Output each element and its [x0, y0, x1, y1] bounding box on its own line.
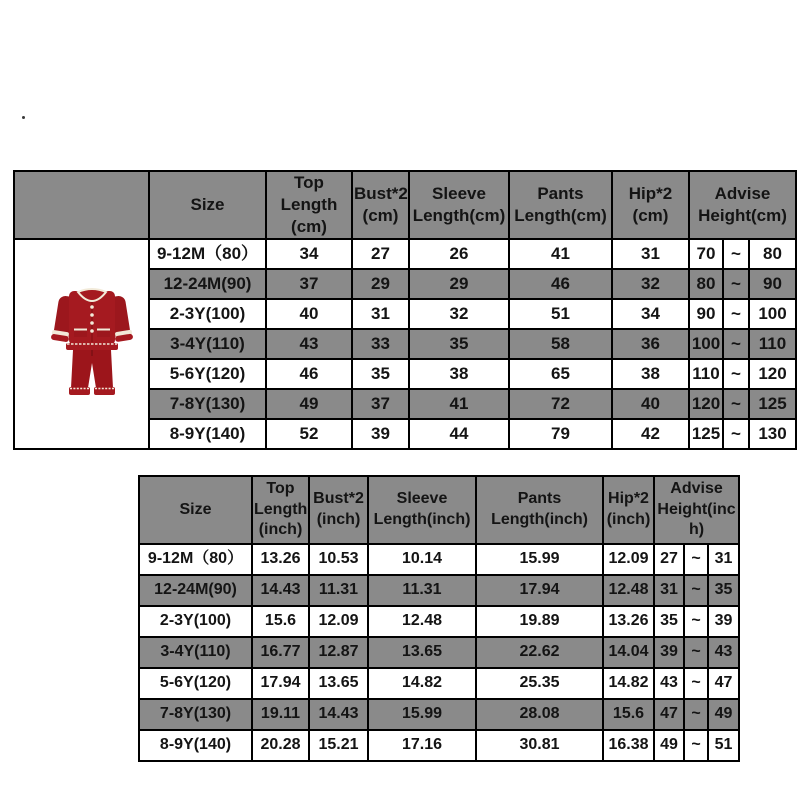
value-cell: 72	[509, 389, 612, 419]
tilde-cell: ~	[723, 389, 749, 419]
value-cell: 12.09	[309, 606, 368, 637]
value-cell: 20.28	[252, 730, 309, 761]
value-cell: 19.11	[252, 699, 309, 730]
size-cell: 3-4Y(110)	[139, 637, 252, 668]
value-cell: 26	[409, 239, 509, 269]
value-cell: 33	[352, 329, 409, 359]
value-cell: 11.31	[309, 575, 368, 606]
image-column-header	[14, 171, 149, 239]
value-cell: 40	[266, 299, 352, 329]
size-cell: 5-6Y(120)	[149, 359, 266, 389]
header-row	[14, 171, 796, 239]
col-header-sleeve: Sleeve Length(inch)	[368, 476, 476, 544]
height-max-cell: 90	[749, 269, 796, 299]
value-cell: 16.38	[603, 730, 654, 761]
value-cell: 28.08	[476, 699, 603, 730]
value-cell: 12.09	[603, 544, 654, 575]
value-cell: 44	[409, 419, 509, 449]
value-cell: 31	[352, 299, 409, 329]
tilde-cell: ~	[684, 637, 708, 668]
size-cell: 8-9Y(140)	[139, 730, 252, 761]
value-cell: 37	[266, 269, 352, 299]
value-cell: 16.77	[252, 637, 309, 668]
height-max-cell: 39	[708, 606, 739, 637]
size-cell: 7-8Y(130)	[139, 699, 252, 730]
stray-mark	[22, 116, 25, 119]
col-header-top-length: Top Length (inch)	[252, 476, 309, 544]
col-header-pants: Pants Length(cm)	[509, 171, 612, 239]
height-min-cell: 125	[689, 419, 723, 449]
tilde-cell: ~	[723, 269, 749, 299]
height-min-cell: 120	[689, 389, 723, 419]
value-cell: 35	[409, 329, 509, 359]
col-header-hip: Hip*2 (cm)	[612, 171, 689, 239]
value-cell: 12.87	[309, 637, 368, 668]
value-cell: 42	[612, 419, 689, 449]
col-header-top-length: Top Length (cm)	[266, 171, 352, 239]
value-cell: 41	[509, 239, 612, 269]
tilde-cell: ~	[723, 239, 749, 269]
height-min-cell: 27	[654, 544, 684, 575]
height-min-cell: 35	[654, 606, 684, 637]
table-row	[139, 699, 739, 730]
value-cell: 13.65	[368, 637, 476, 668]
value-cell: 11.31	[368, 575, 476, 606]
height-min-cell: 49	[654, 730, 684, 761]
value-cell: 13.26	[252, 544, 309, 575]
pajama-product-image	[42, 284, 142, 408]
value-cell: 13.26	[603, 606, 654, 637]
value-cell: 35	[352, 359, 409, 389]
col-header-size: Size	[149, 171, 266, 239]
size-cell: 7-8Y(130)	[149, 389, 266, 419]
height-max-cell: 35	[708, 575, 739, 606]
value-cell: 34	[266, 239, 352, 269]
value-cell: 10.53	[309, 544, 368, 575]
value-cell: 36	[612, 329, 689, 359]
value-cell: 14.82	[603, 668, 654, 699]
value-cell: 32	[612, 269, 689, 299]
height-max-cell: 110	[749, 329, 796, 359]
value-cell: 38	[612, 359, 689, 389]
col-header-bust: Bust*2 (cm)	[352, 171, 409, 239]
value-cell: 15.21	[309, 730, 368, 761]
table-row	[139, 730, 739, 761]
size-cell: 9-12M（80）	[149, 239, 266, 269]
product-image-cell	[14, 239, 149, 449]
value-cell: 38	[409, 359, 509, 389]
value-cell: 12.48	[603, 575, 654, 606]
value-cell: 15.99	[368, 699, 476, 730]
value-cell: 46	[509, 269, 612, 299]
height-min-cell: 43	[654, 668, 684, 699]
value-cell: 41	[409, 389, 509, 419]
value-cell: 29	[352, 269, 409, 299]
value-cell: 32	[409, 299, 509, 329]
tilde-cell: ~	[684, 668, 708, 699]
table-row	[139, 668, 739, 699]
height-min-cell: 90	[689, 299, 723, 329]
height-max-cell: 80	[749, 239, 796, 269]
value-cell: 79	[509, 419, 612, 449]
value-cell: 46	[266, 359, 352, 389]
height-max-cell: 130	[749, 419, 796, 449]
value-cell: 43	[266, 329, 352, 359]
value-cell: 19.89	[476, 606, 603, 637]
tilde-cell: ~	[684, 730, 708, 761]
table-row	[14, 239, 796, 269]
value-cell: 10.14	[368, 544, 476, 575]
height-min-cell: 47	[654, 699, 684, 730]
value-cell: 34	[612, 299, 689, 329]
col-header-advise-height: Advise Height(inch)	[654, 476, 739, 544]
height-max-cell: 31	[708, 544, 739, 575]
tilde-cell: ~	[684, 699, 708, 730]
value-cell: 17.16	[368, 730, 476, 761]
size-chart-table-inch	[138, 475, 740, 762]
value-cell: 51	[509, 299, 612, 329]
size-cell: 2-3Y(100)	[149, 299, 266, 329]
height-max-cell: 120	[749, 359, 796, 389]
table-row	[139, 544, 739, 575]
size-cell: 12-24M(90)	[149, 269, 266, 299]
value-cell: 52	[266, 419, 352, 449]
value-cell: 25.35	[476, 668, 603, 699]
tilde-cell: ~	[723, 419, 749, 449]
size-cell: 5-6Y(120)	[139, 668, 252, 699]
height-min-cell: 70	[689, 239, 723, 269]
col-header-sleeve: Sleeve Length(cm)	[409, 171, 509, 239]
value-cell: 30.81	[476, 730, 603, 761]
tilde-cell: ~	[723, 299, 749, 329]
height-min-cell: 39	[654, 637, 684, 668]
height-max-cell: 43	[708, 637, 739, 668]
value-cell: 58	[509, 329, 612, 359]
value-cell: 14.82	[368, 668, 476, 699]
tilde-cell: ~	[684, 575, 708, 606]
size-cell: 3-4Y(110)	[149, 329, 266, 359]
col-header-hip: Hip*2 (inch)	[603, 476, 654, 544]
table-row	[139, 606, 739, 637]
tilde-cell: ~	[684, 544, 708, 575]
value-cell: 37	[352, 389, 409, 419]
tilde-cell: ~	[723, 329, 749, 359]
value-cell: 15.6	[252, 606, 309, 637]
height-min-cell: 110	[689, 359, 723, 389]
col-header-advise-height: Advise Height(cm)	[689, 171, 796, 239]
value-cell: 17.94	[476, 575, 603, 606]
size-cell: 8-9Y(140)	[149, 419, 266, 449]
height-max-cell: 100	[749, 299, 796, 329]
height-max-cell: 47	[708, 668, 739, 699]
col-header-bust: Bust*2 (inch)	[309, 476, 368, 544]
tilde-cell: ~	[723, 359, 749, 389]
value-cell: 17.94	[252, 668, 309, 699]
size-cell: 2-3Y(100)	[139, 606, 252, 637]
height-max-cell: 125	[749, 389, 796, 419]
size-chart-table-cm	[13, 170, 797, 450]
value-cell: 65	[509, 359, 612, 389]
value-cell: 22.62	[476, 637, 603, 668]
height-max-cell: 49	[708, 699, 739, 730]
col-header-pants: Pants Length(inch)	[476, 476, 603, 544]
height-min-cell: 80	[689, 269, 723, 299]
size-cell: 9-12M（80）	[139, 544, 252, 575]
value-cell: 14.43	[309, 699, 368, 730]
value-cell: 12.48	[368, 606, 476, 637]
value-cell: 39	[352, 419, 409, 449]
size-cell: 12-24M(90)	[139, 575, 252, 606]
value-cell: 49	[266, 389, 352, 419]
value-cell: 29	[409, 269, 509, 299]
height-max-cell: 51	[708, 730, 739, 761]
height-min-cell: 31	[654, 575, 684, 606]
height-min-cell: 100	[689, 329, 723, 359]
table-row	[139, 575, 739, 606]
value-cell: 40	[612, 389, 689, 419]
table-row	[139, 637, 739, 668]
value-cell: 14.43	[252, 575, 309, 606]
value-cell: 15.6	[603, 699, 654, 730]
col-header-size: Size	[139, 476, 252, 544]
tilde-cell: ~	[684, 606, 708, 637]
value-cell: 27	[352, 239, 409, 269]
header-row	[139, 476, 739, 544]
value-cell: 13.65	[309, 668, 368, 699]
value-cell: 15.99	[476, 544, 603, 575]
value-cell: 14.04	[603, 637, 654, 668]
value-cell: 31	[612, 239, 689, 269]
